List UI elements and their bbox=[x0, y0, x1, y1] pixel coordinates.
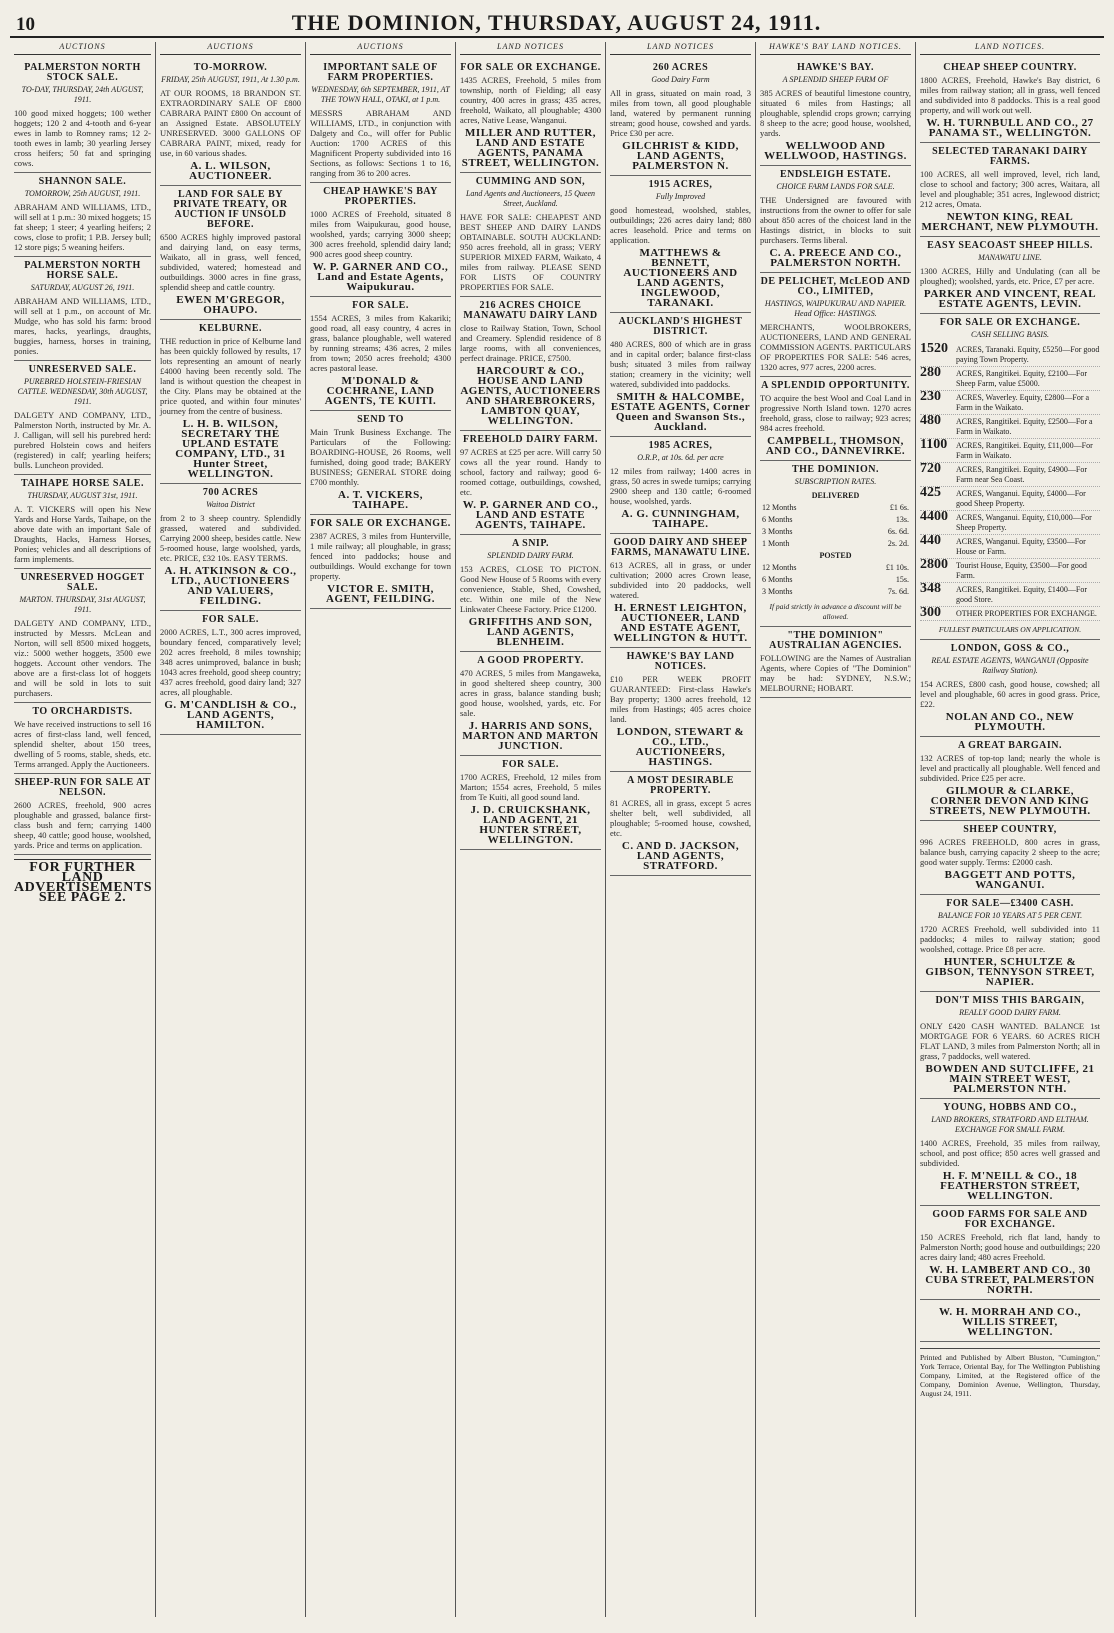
advertisement bbox=[310, 515, 451, 609]
ad-body: 613 ACRES, all in grass, or under cultivation; 2000 acres Crown lease, subdivided into 20 paddocks, well watered. bbox=[610, 560, 751, 600]
advertisement bbox=[14, 257, 151, 361]
table-row bbox=[760, 586, 911, 598]
advertisement bbox=[460, 173, 601, 297]
column-heading: AUCTIONS bbox=[14, 42, 151, 55]
rate-value: 7s. 6d. bbox=[887, 587, 909, 596]
ad-subtitle: REAL ESTATE AGENTS, WANGANUI (Opposite Railway Station). bbox=[931, 656, 1089, 675]
acreage-number: 2800 bbox=[920, 557, 948, 572]
advertisement bbox=[460, 652, 601, 756]
advertisement bbox=[610, 313, 751, 437]
advertisement bbox=[460, 297, 601, 431]
advertisement bbox=[920, 895, 1100, 992]
ad-title: KELBURNE. bbox=[198, 323, 263, 334]
ad-title: FOR SALE. bbox=[502, 759, 559, 770]
ad-title: DON'T MISS THIS BARGAIN, bbox=[935, 995, 1085, 1006]
ad-body: HAVE FOR SALE: CHEAPEST AND BEST SHEEP AND DAIRY LANDS OBTAINABLE. SOUTH AUCKLAND: 950 acres freehold, all in grass; VERY SUPERIOR MIXED FARM, Waikato, 4 miles from railway. PLEASE SEND FOR LISTS OF COUNTRY PROPERTIES FOR SALE. bbox=[460, 212, 601, 292]
ad-subtitle: SATURDAY, AUGUST 26, 1911. bbox=[30, 283, 135, 292]
listing-text: ACRES, Rangitikei. Equity, £11,000—For Farm in Waikato. bbox=[956, 441, 1093, 460]
ad-body: 154 ACRES, £800 cash, good house, cowshed; all level and ploughable, 60 acres in good grass. Price, £22. bbox=[920, 679, 1100, 709]
ad-title: 1985 ACRES, bbox=[648, 440, 713, 451]
ad-subtitle: SUBSCRIPTION RATES. bbox=[794, 477, 877, 486]
ad-advertiser: MILLER AND RUTTER, LAND AND ESTATE AGENTS, PANAMA STREET, WELLINGTON. bbox=[461, 127, 600, 169]
rate-label: 6 Months bbox=[762, 575, 793, 584]
ad-body: 1554 ACRES, 3 miles from Kakariki; good road, all easy country, 4 acres in grass, balance ploughable, well watered by running streams; 436 acres, 2 miles from town; 2050 acres freehold; 4300 acres pastoral lease. bbox=[310, 313, 451, 373]
ad-body: £10 PER WEEK PROFIT GUARANTEED: First-class Hawke's Bay property; 1300 acres freehold, 12 miles from Hastings; 405 acres choice land. bbox=[610, 674, 751, 724]
advertisement bbox=[920, 821, 1100, 895]
advertisement bbox=[610, 176, 751, 313]
ad-subtitle: SPLENDID DAIRY FARM. bbox=[487, 551, 574, 560]
ad-body: 1800 ACRES, Freehold, Hawke's Bay district, 6 miles from railway station; all in grass, well fenced and subdivided into 8 paddocks. This is a real good property, and will work out well. bbox=[920, 75, 1100, 115]
advertisement bbox=[920, 314, 1100, 640]
ad-subtitle: THURSDAY, AUGUST 31st, 1911. bbox=[27, 491, 138, 500]
ad-title: HAWKE'S BAY LAND NOTICES. bbox=[626, 651, 735, 672]
ad-advertiser: MATTHEWS & BENNETT, AUCTIONEERS AND LAND AGENTS, INGLEWOOD, TARANAKI. bbox=[623, 247, 738, 309]
ad-title: PALMERSTON NORTH HORSE SALE. bbox=[24, 260, 141, 281]
acreage-number: 300 bbox=[920, 605, 941, 620]
ad-body: DALGETY AND COMPANY, LTD., Palmerston North, instructed by Mr. A. J. Calligan, will sell his purebred herd: purebred Holstein cows and heifers (registered) in calf; yearling heifers; bulls. Luncheon provided. bbox=[14, 410, 151, 470]
ad-body: We have received instructions to sell 16 acres of first-class land, well fenced, splendid shelter, about 150 trees, dwelling of 5 rooms, stable, sheds, etc. Terms arranged. Apply the Auctioneers. bbox=[14, 719, 151, 769]
ad-title: CHEAP SHEEP COUNTRY. bbox=[943, 62, 1077, 73]
ad-title: ENDSLEIGH ESTATE. bbox=[780, 169, 891, 180]
ad-title: 260 ACRES bbox=[652, 62, 709, 73]
ad-body: 150 ACRES Freehold, rich flat land, handy to Palmerston North; good house and outbuildings; 220 acres dairy land; 480 acres Freehold. bbox=[920, 1232, 1100, 1262]
ad-advertiser: CAMPBELL, THOMSON, AND CO., DANNEVIRKE. bbox=[765, 435, 906, 457]
ad-body: 132 ACRES of top-top land; nearly the whole is level and practically all ploughable. Well fenced and subdivided. Price £25 per acre. bbox=[920, 753, 1100, 783]
ad-title: A SNIP. bbox=[511, 538, 550, 549]
advertisement bbox=[920, 1206, 1100, 1300]
acreage-number: 230 bbox=[920, 389, 941, 404]
ad-title: FOR SALE—£3400 CASH. bbox=[946, 898, 1074, 909]
page-reference-footer: FOR FURTHER LAND ADVERTISEMENTS SEE PAGE 2. bbox=[14, 860, 152, 905]
ad-advertiser: NOLAN AND CO., NEW PLYMOUTH. bbox=[945, 711, 1075, 733]
ad-title: 700 ACRES bbox=[202, 487, 259, 498]
ad-body: ABRAHAM AND WILLIAMS, LTD., will sell at 1 p.m., on account of Mr. Mudge, who has sold his farm: brood mares, hacks, yearlings, draughts, buggies, harness, horses in training, ponies. bbox=[14, 296, 151, 356]
column-heading: LAND NOTICES bbox=[610, 42, 751, 55]
ad-title: SEND TO bbox=[357, 414, 404, 425]
ad-body: 12 miles from railway; 1400 acres in grass, 50 acres in swede turnips; carrying 2900 sheep and 130 cattle; 6-roomed house, woolshed, yards. bbox=[610, 466, 751, 506]
advertisement bbox=[760, 461, 911, 627]
ad-title: FOR SALE. bbox=[352, 300, 409, 311]
ad-subtitle: WEDNESDAY, 6th SEPTEMBER, 1911, AT THE TOWN HALL, OTAKI, at 1 p.m. bbox=[311, 85, 450, 104]
ad-title: SELECTED TARANAKI DAIRY FARMS. bbox=[932, 146, 1088, 167]
advertisement bbox=[14, 703, 151, 774]
list-item bbox=[920, 415, 1100, 439]
ad-title: GOOD DAIRY AND SHEEP FARMS, MANAWATU LINE. bbox=[610, 537, 751, 558]
list-item bbox=[920, 535, 1100, 559]
ad-advertiser: VICTOR E. SMITH, AGENT, FEILDING. bbox=[326, 583, 435, 605]
publisher-imprint: Printed and Published by Albert Bluston, "Cumington," York Terrace, Oriental Bay, for The Wellington Publishing Company, Limited, at the Registered office of the Company, Dominion Avenue, Wellington, Thursday, August 24, 1911. bbox=[920, 1348, 1100, 1398]
ad-title: FOR SALE OR EXCHANGE. bbox=[939, 317, 1081, 328]
ad-advertiser: M'DONALD & COCHRANE, LAND AGENTS, TE KUITI. bbox=[324, 375, 437, 407]
list-item bbox=[920, 607, 1100, 621]
ad-body: 470 ACRES, 5 miles from Mangaweka, in good sheltered sheep country, 300 acres in grass, balance standing bush; good house, woolshed, yards, etc. For sale. bbox=[460, 668, 601, 718]
ad-subtitle: FRIDAY, 25th AUGUST, 1911, At 1.30 p.m. bbox=[161, 75, 300, 84]
ad-title: FOR SALE OR EXCHANGE. bbox=[460, 62, 601, 73]
masthead-title: THE DOMINION, THURSDAY, AUGUST 24, 1911. bbox=[291, 10, 822, 35]
list-item bbox=[920, 439, 1100, 463]
rate-value: £1 6s. bbox=[889, 503, 909, 512]
ad-advertiser: J. HARRIS AND SONS, MARTON AND MARTON JUNCTION. bbox=[462, 720, 599, 752]
list-item bbox=[920, 391, 1100, 415]
ad-advertiser: H. ERNEST LEIGHTON, AUCTIONEER, LAND AND ESTATE AGENT, WELLINGTON & HUTT. bbox=[613, 602, 748, 644]
ad-body: 480 ACRES, 800 of which are in grass and in capital order; balance first-class bush; situated 3 miles from railway station; creamery in the vicinity; well watered, subdivided into paddocks. bbox=[610, 339, 751, 389]
ad-body: MERCHANTS, WOOLBROKERS, AUCTIONEERS, LAND AND GENERAL COMMISSION AGENTS. PARTICULARS OF PROPERTIES FOR SALE: 546 acres, 1320 acres, 977 acres, 2200 acres. bbox=[760, 322, 911, 372]
ad-title: THE DOMINION. bbox=[791, 464, 880, 475]
acreage-number: 4400 bbox=[920, 509, 948, 524]
ad-title: A MOST DESIRABLE PROPERTY. bbox=[627, 775, 734, 796]
rate-value: 2s. 2d. bbox=[887, 539, 909, 548]
acreage-number: 280 bbox=[920, 365, 941, 380]
acreage-number: 425 bbox=[920, 485, 941, 500]
ad-subtitle: BALANCE FOR 10 YEARS AT 5 PER CENT. bbox=[937, 911, 1083, 920]
acreage-number: 1100 bbox=[920, 437, 948, 452]
ad-title: CUMMING AND SON, bbox=[475, 176, 586, 187]
table-row bbox=[760, 550, 911, 562]
ad-advertiser: SMITH & HALCOMBE, ESTATE AGENTS, Corner Queen and Swanson Sts., Auckland. bbox=[610, 391, 751, 433]
listing-text: Tourist House, Equity, £3500—For good Farm. bbox=[956, 561, 1087, 580]
column-5 bbox=[606, 42, 756, 1617]
column-4 bbox=[456, 42, 606, 1617]
rate-label: POSTED bbox=[819, 551, 852, 560]
ad-advertiser: LONDON, STEWART & CO., LTD., AUCTIONEERS, HASTINGS. bbox=[616, 726, 745, 768]
ad-title: A SPLENDID OPPORTUNITY. bbox=[761, 380, 910, 391]
ad-title: TAIHAPE HORSE SALE. bbox=[21, 478, 144, 489]
ad-subtitle: MARTON. THURSDAY, 31st AUGUST, 1911. bbox=[19, 595, 146, 614]
ad-advertiser: W. P. GARNER AND CO., LAND AND ESTATE AGENTS, TAIHAPE. bbox=[462, 499, 599, 531]
ad-advertiser: GILMOUR & CLARKE, CORNER DEVON AND KING STREETS, NEW PLYMOUTH. bbox=[929, 785, 1091, 817]
advertisement bbox=[460, 59, 601, 173]
ad-note: If paid strictly in advance a discount will be allowed. bbox=[769, 602, 902, 621]
columns-container bbox=[10, 38, 1104, 1623]
listing-text: ACRES, Waverley. Equity, £2800—For a Farm in the Waikato. bbox=[956, 393, 1090, 412]
column-6 bbox=[756, 42, 916, 1617]
advertisement bbox=[160, 320, 301, 484]
advertisement bbox=[310, 59, 451, 183]
ad-advertiser: J. D. CRUICKSHANK, LAND AGENT, 21 HUNTER STREET, WELLINGTON. bbox=[470, 804, 591, 846]
ad-title: SHANNON SALE. bbox=[38, 176, 127, 187]
ad-body: 2387 ACRES, 3 miles from Hunterville, 1 mile railway; all ploughable, in grass; fenced into paddocks; house and outbuildings. Would exchange for town property. bbox=[310, 531, 451, 581]
acreage-number: 480 bbox=[920, 413, 941, 428]
ad-body: 1400 ACRES, Freehold, 35 miles from railway, school, and post office; 850 acres well grassed and subdivided. bbox=[920, 1138, 1100, 1168]
rate-value: 13s. bbox=[895, 515, 909, 524]
listing-text: ACRES, Rangitikei. Equity, £1400—For good Store. bbox=[956, 585, 1088, 604]
ad-body: DALGETY AND COMPANY, LTD., instructed by Messrs. McLean and Norton, will sell 8500 mixed hoggets, viz.: 5000 wether hoggets, 3500 ewe hoggets. Account other vendors. The above are a first-class lot of hoggets and will be sold in lots to suit purchasers. bbox=[14, 618, 151, 698]
listing-text: ACRES, Wanganui. Equity, £3500—For House or Farm. bbox=[956, 537, 1086, 556]
list-item bbox=[920, 583, 1100, 607]
acreage-number: 1520 bbox=[920, 341, 948, 356]
advertisement bbox=[610, 772, 751, 876]
advertisement bbox=[160, 611, 301, 735]
ad-body: 1300 ACRES, Hilly and Undulating (can all be ploughed); woolshed, yards, etc. Price, £7 per acre. bbox=[920, 266, 1100, 286]
listing-text: ACRES, Wanganui. Equity, £4000—For good Sheep Property. bbox=[956, 489, 1086, 508]
list-item bbox=[920, 367, 1100, 391]
advertisement bbox=[920, 237, 1100, 314]
ad-advertiser: W. H. LAMBERT AND CO., 30 CUBA STREET, PALMERSTON NORTH. bbox=[925, 1264, 1095, 1296]
ad-advertiser: HUNTER, SCHULTZE & GIBSON, TENNYSON STREET, NAPIER. bbox=[925, 956, 1095, 988]
ad-subtitle: PUREBRED HOLSTEIN-FRIESIAN CATTLE. WEDNESDAY, 30th AUGUST, 1911. bbox=[17, 377, 148, 406]
ad-title: SHEEP-RUN FOR SALE AT NELSON. bbox=[14, 777, 151, 798]
ad-title: TO-MORROW. bbox=[193, 62, 268, 73]
page-number: 10 bbox=[16, 14, 35, 35]
ad-body: MESSRS ABRAHAM AND WILLIAMS, LTD., in conjunction with Dalgety and Co., will offer for Public Auction: 1700 ACRES of this Magnificent Property subdivided into 16 Sections, as follows: Sections 1 to 16, ranging from 36 to 200 acres. bbox=[310, 108, 451, 178]
ad-body: 2600 ACRES, freehold, 900 acres ploughable and grassed, balance first-class bush and fern; carrying 1400 sheep, 40 cattle; good house, woolshed, yards. Price and terms on application. bbox=[14, 800, 151, 850]
ad-advertiser: BAGGETT AND POTTS, WANGANUI. bbox=[944, 869, 1076, 891]
advertisement bbox=[610, 59, 751, 176]
column-7 bbox=[916, 42, 1104, 1617]
advertisement bbox=[920, 737, 1100, 821]
table-row bbox=[760, 502, 911, 514]
ad-body: A. T. VICKERS will open his New Yards and Horse Yards, Taihape, on the above date with an important Sale of Draughts, Hacks, Harness Horses, Ponies; vehicles and all descriptions of farm implements. bbox=[14, 504, 151, 564]
ad-subtitle: REALLY GOOD DAIRY FARM. bbox=[959, 1008, 1061, 1017]
ad-subtitle: Fully Improved bbox=[655, 192, 706, 201]
table-row bbox=[760, 526, 911, 538]
table-row bbox=[760, 538, 911, 550]
ad-advertiser: WELLWOOD AND WELLWOOD, HASTINGS. bbox=[764, 140, 907, 162]
ad-subtitle: Land Agents and Auctioneers, 15 Queen Street, Auckland. bbox=[465, 189, 596, 208]
ad-body: 996 ACRES FREEHOLD, 800 acres in grass, balance bush, carrying capacity 2 sheep to the acre; good water supply. Terms: £2000 cash. bbox=[920, 837, 1100, 867]
column-heading: HAWKE'S BAY LAND NOTICES. bbox=[760, 42, 911, 55]
ad-title: AUCKLAND'S HIGHEST DISTRICT. bbox=[618, 316, 743, 337]
advertisement bbox=[920, 143, 1100, 237]
ad-advertiser: A. L. WILSON, AUCTIONEER. bbox=[189, 160, 272, 182]
masthead bbox=[10, 6, 1104, 38]
advertisement bbox=[920, 1300, 1100, 1342]
advertisement bbox=[14, 59, 151, 173]
column-heading: LAND NOTICES. bbox=[920, 42, 1100, 55]
ad-advertiser: A. H. ATKINSON & CO., LTD., AUCTIONEERS AND VALUERS, FEILDING. bbox=[164, 565, 297, 607]
advertisement bbox=[310, 297, 451, 411]
table-row bbox=[760, 490, 911, 502]
list-item bbox=[920, 559, 1100, 583]
ad-subtitle: CHOICE FARM LANDS FOR SALE. bbox=[776, 182, 895, 191]
ad-body: THE reduction in price of Kelburne land has been quickly followed by results, 17 lots representing an amount of nearly £4000 having been recently sold. The land is without question the cheapest in the City. Plans may be obtained at the price quoted, and within four minutes' journey from the centre of business. bbox=[160, 336, 301, 416]
advertisement bbox=[14, 475, 151, 569]
ad-subtitle: Waitoa District bbox=[206, 500, 255, 509]
ad-body: 6500 ACRES highly improved pastoral and dairying land, on easy terms, Waikato, all in grass, well fenced, subdivided, watered; homestead and outbuildings. 3000 acres in fine grass, splendid sheep and cattle country. bbox=[160, 232, 301, 292]
column-3 bbox=[306, 42, 456, 1617]
advertisement bbox=[460, 756, 601, 850]
ad-body: 2000 ACRES, L.T., 300 acres improved, boundary fenced, comparatively level; 202 acres freehold, 8 miles township; 348 acres unimproved, balance in bush; 1043 acres freehold, good sheep country; 437 acres freehold, good dairy land; 327 acres, all ploughable. bbox=[160, 627, 301, 697]
ad-title: TO ORCHARDISTS. bbox=[32, 706, 133, 717]
rate-label: 1 Month bbox=[762, 539, 790, 548]
rate-value: £1 10s. bbox=[885, 563, 909, 572]
advertisement bbox=[920, 59, 1100, 143]
ad-subtitle: A SPLENDID SHEEP FARM OF bbox=[782, 75, 889, 84]
ad-advertiser: NEWTON KING, REAL MERCHANT, NEW PLYMOUTH. bbox=[921, 211, 1099, 233]
rate-value: 6s. 6d. bbox=[887, 527, 909, 536]
advertisement bbox=[160, 59, 301, 186]
ad-title: 1915 ACRES, bbox=[648, 179, 713, 190]
ad-title: EASY SEACOAST SHEEP HILLS. bbox=[927, 240, 1093, 251]
rate-label: 3 Months bbox=[762, 527, 793, 536]
acreage-number: 348 bbox=[920, 581, 941, 596]
ad-subtitle: HASTINGS, WAIPUKURAU AND NAPIER. Head Office: HASTINGS. bbox=[764, 299, 907, 318]
advertisement bbox=[610, 437, 751, 534]
advertisement bbox=[310, 183, 451, 297]
ad-title: "THE DOMINION" AUSTRALIAN AGENCIES. bbox=[769, 630, 902, 651]
advertisement bbox=[610, 534, 751, 648]
ad-body: 1700 ACRES, Freehold, 12 miles from Marton; 1554 acres, Freehold, 5 miles from Te Kuiti, all good sound land. bbox=[460, 772, 601, 802]
advertisement bbox=[760, 59, 911, 166]
ad-body: ONLY £420 CASH WANTED. BALANCE 1st MORTGAGE FOR 6 YEARS. 60 ACRES RICH FLAT LAND, 3 miles from Palmerston North; all in grass, 7 paddocks, well watered. bbox=[920, 1021, 1100, 1061]
listing-text: ACRES, Wanganui. Equity, £10,000—For Sheep Property. bbox=[956, 513, 1092, 532]
ad-body: FOLLOWING are the Names of Australian Agents, where Copies of "The Dominion" may be had: SYDNEY, N.S.W.; MELBOURNE; HOBART. bbox=[760, 653, 911, 693]
ad-subtitle: MANAWATU LINE. bbox=[978, 253, 1042, 262]
ad-title: HAWKE'S BAY. bbox=[797, 62, 874, 73]
ad-body: AT OUR ROOMS, 18 BRANDON ST. EXTRAORDINARY SALE OF £800 CABRARA PAINT £800 On account of an Assigned Estate. ABSOLUTELY UNRESERVED. 3000 GALLONS OF CABRARA PAINT, mixed, ready for use, in 60 various shades. bbox=[160, 88, 301, 158]
ad-body: 97 ACRES at £25 per acre. Will carry 50 cows all the year round. Handy to school, factory and railway; good 6-roomed cottage, outbuildings, cowshed, etc. bbox=[460, 447, 601, 497]
listing-text: ACRES, Rangitikei. Equity, £2100—For Sheep Farm, value £5000. bbox=[956, 369, 1088, 388]
advertisement bbox=[760, 166, 911, 273]
ad-advertiser: A. G. CUNNINGHAM, TAIHAPE. bbox=[621, 508, 740, 530]
ad-advertiser: H. F. M'NEILL & CO., 18 FEATHERSTON STREET, WELLINGTON. bbox=[940, 1170, 1080, 1202]
ad-subtitle: LAND BROKERS, STRATFORD AND ELTHAM. EXCHANGE FOR SMALL FARM. bbox=[931, 1115, 1089, 1134]
advertisement bbox=[14, 173, 151, 257]
list-item bbox=[920, 343, 1100, 367]
ad-title: UNRESERVED HOGGET SALE. bbox=[20, 572, 145, 593]
ad-title: A GOOD PROPERTY. bbox=[477, 655, 584, 666]
ad-body: All in grass, situated on main road, 3 miles from town, all good ploughable land, watered by permanent running stream; good house, cowshed and yards. Price £30 per acre. bbox=[610, 88, 751, 138]
ad-subtitle: Good Dairy Farm bbox=[651, 75, 710, 84]
advertisement bbox=[760, 273, 911, 377]
ad-advertiser: HARCOURT & CO., HOUSE AND LAND AGENTS, AUCTIONEERS AND SHAREBROKERS, LAMBTON QUAY, WELLINGTON. bbox=[460, 365, 601, 427]
ad-subtitle: O.R.P., at 10s. 6d. per acre bbox=[637, 453, 724, 462]
list-item bbox=[920, 511, 1100, 535]
ad-advertiser: GRIFFITHS AND SON, LAND AGENTS, BLENHEIM. bbox=[468, 616, 593, 648]
ad-body: good homestead, woolshed, stables, outbuildings; 226 acres dairy land; 880 acres leasehold. Price and terms on application. bbox=[610, 205, 751, 245]
listing-text: OTHER PROPERTIES FOR EXCHANGE. bbox=[956, 609, 1097, 618]
exchange-list bbox=[920, 343, 1100, 621]
advertisement bbox=[920, 1099, 1100, 1206]
rate-label: DELIVERED bbox=[811, 491, 860, 500]
ad-title: CHEAP HAWKE'S BAY PROPERTIES. bbox=[323, 186, 438, 207]
advertisement bbox=[14, 361, 151, 475]
ad-advertiser: PARKER AND VINCENT, REAL ESTATE AGENTS, LEVIN. bbox=[923, 288, 1097, 310]
ad-advertiser: GILCHRIST & KIDD, LAND AGENTS, PALMERSTON N. bbox=[622, 140, 739, 172]
ad-body: 81 ACRES, all in grass, except 5 acres shelter belt, well subdivided, all ploughable; 5-roomed house, cowshed, etc. bbox=[610, 798, 751, 838]
ad-title: 216 ACRES CHOICE MANAWATU DAIRY LAND bbox=[463, 300, 598, 321]
ad-advertiser: C. A. PREECE AND CO., PALMERSTON NORTH. bbox=[769, 247, 902, 269]
acreage-number: 720 bbox=[920, 461, 941, 476]
list-item bbox=[920, 463, 1100, 487]
ad-title: GOOD FARMS FOR SALE AND FOR EXCHANGE. bbox=[932, 1209, 1088, 1230]
ad-title: IMPORTANT SALE OF FARM PROPERTIES. bbox=[323, 62, 438, 83]
ad-title: SHEEP COUNTRY, bbox=[963, 824, 1057, 835]
ad-body: 100 ACRES, all well improved, level, rich land, close to school and factory; 300 acres, Waitara, all level and ploughable; 351 acres, Inglewood district; 212 acres, Omata. bbox=[920, 169, 1100, 209]
advertisement bbox=[760, 627, 911, 698]
acreage-number: 440 bbox=[920, 533, 941, 548]
ad-advertiser: G. M'CANDLISH & CO., LAND AGENTS, HAMILTON. bbox=[164, 699, 297, 731]
ad-body: from 2 to 3 sheep country. Splendidly grassed, watered and subdivided. Carrying 2000 sheep, besides cattle. New 5-roomed house, large woolshed, yards, etc. PRICE, £32 10s. EASY TERMS. bbox=[160, 513, 301, 563]
table-row bbox=[760, 574, 911, 586]
ad-body: Main Trunk Business Exchange. The Particulars of the Following: BOARDING-HOUSE, 26 Rooms, well furnished, doing good trade; BAKERY BUSINESS; GENERAL STORE doing £700 monthly. bbox=[310, 427, 451, 487]
ad-body: THE Undersigned are favoured with instructions from the owner to offer for sale about 850 acres of the choicest land in the Hastings district, in blocks to suit purchasers. Terms liberal. bbox=[760, 195, 911, 245]
advertisement bbox=[160, 484, 301, 611]
rate-label: 3 Months bbox=[762, 587, 793, 596]
rate-label: 12 Months bbox=[762, 503, 797, 512]
ad-body: 100 good mixed hoggets; 100 wether hoggets; 120 2 and 4-tooth and 6-year ewes in lamb to Romney rams; 12 2-tooth ewes in lamb; 30 yearling Jersey cross heifers; 50 fat and springing cows. bbox=[14, 108, 151, 168]
advertisement bbox=[160, 186, 301, 320]
ad-title: DE PELICHET, McLEOD AND CO., LIMITED, bbox=[760, 276, 911, 297]
ad-body: 1720 ACRES Freehold, well subdivided into 11 paddocks; 4 miles to railway station; good woolshed, cottage. Price £8 per acre. bbox=[920, 924, 1100, 954]
advertisement bbox=[460, 431, 601, 535]
ad-body: 1435 ACRES, Freehold, 5 miles from township, north of Fielding; all easy country, 400 acres in grass; 435 acres, freehold, Waikato, all ploughable; 4300 acres, Native Lease, Wanganui. bbox=[460, 75, 601, 125]
ad-body: ABRAHAM AND WILLIAMS, LTD., will sell at 1 p.m.: 30 mixed hoggets; 15 fat sheep; 1 steer; 4 yearling heifers; 2 cows, close to profit; 1 P.B. Jersey bull; 12 store pigs; 5 weaning heifers. bbox=[14, 202, 151, 252]
ad-body: close to Railway Station, Town, School and Creamery. Splendid residence of 8 large rooms, with all conveniences, perfect drainage. PRICE, £7500. bbox=[460, 323, 601, 363]
column-2 bbox=[156, 42, 306, 1617]
column-heading: AUCTIONS bbox=[310, 42, 451, 55]
listing-text: ACRES, Taranaki. Equity, £5250—For good paying Town Property. bbox=[956, 345, 1100, 364]
ad-body: 153 ACRES, CLOSE TO PICTON. Good New House of 5 Rooms with every convenience, Stable, Shed, Cowshed, etc. Within one mile of the New Linkwater Cheese Factory. Price £1200. bbox=[460, 564, 601, 614]
advertisement bbox=[14, 774, 151, 855]
column-1 bbox=[10, 42, 156, 1617]
advertisement bbox=[920, 640, 1100, 737]
ad-subtitle: TO-DAY, THURSDAY, 24th AUGUST, 1911. bbox=[21, 85, 144, 104]
ad-advertiser: BOWDEN AND SUTCLIFFE, 21 MAIN STREET WEST, PALMERSTON NTH. bbox=[925, 1063, 1095, 1095]
advertisement bbox=[14, 569, 151, 703]
list-item bbox=[920, 487, 1100, 511]
ad-title: UNRESERVED SALE. bbox=[28, 364, 137, 375]
advertisement bbox=[610, 648, 751, 772]
subscription-rates-table bbox=[760, 490, 911, 598]
advertisement bbox=[760, 377, 911, 461]
ad-advertiser: A. T. VICKERS, TAIHAPE. bbox=[338, 489, 423, 511]
rate-label: 12 Months bbox=[762, 563, 797, 572]
ad-advertiser: L. H. B. WILSON, SECRETARY THE UPLAND ESTATE COMPANY, LTD., 31 Hunter Street, WELLINGTON. bbox=[175, 418, 286, 480]
ad-title: FOR SALE OR EXCHANGE. bbox=[310, 518, 451, 529]
ad-title: A GREAT BARGAIN. bbox=[957, 740, 1063, 751]
ad-body: 385 ACRES of beautiful limestone country, situated 6 miles from Hastings; all ploughable, splendid crops grown; carrying 8 sheep to the acre; good house, woolshed, yards. bbox=[760, 88, 911, 138]
ad-subtitle: TOMORROW, 25th AUGUST, 1911. bbox=[24, 189, 141, 198]
listing-text: ACRES, Rangitikei. Equity, £4900—For Farm near Sea Coast. bbox=[956, 465, 1088, 484]
column-heading: AUCTIONS bbox=[160, 42, 301, 55]
ad-title: LONDON, GOSS & CO., bbox=[950, 643, 1070, 654]
ad-title: FOR SALE. bbox=[202, 614, 259, 625]
table-row bbox=[760, 562, 911, 574]
listing-text: ACRES, Rangitikei. Equity, £2500—For a Farm in Waikato. bbox=[956, 417, 1093, 436]
ad-advertiser: W. H. TURNBULL AND CO., 27 PANAMA ST., WELLINGTON. bbox=[926, 117, 1094, 139]
ad-body: TO acquire the best Wool and Coal Land in progressive North Island town. 1270 acres freehold, grass, close to railway; 923 acres; 984 acres freehold. bbox=[760, 393, 911, 433]
advertisement bbox=[460, 535, 601, 652]
rate-value: 15s. bbox=[895, 575, 909, 584]
column-heading: LAND NOTICES bbox=[460, 42, 601, 55]
ad-note: FULLEST PARTICULARS ON APPLICATION. bbox=[938, 625, 1082, 634]
advertisement bbox=[920, 992, 1100, 1099]
ad-title: YOUNG, HOBBS AND CO., bbox=[943, 1102, 1077, 1113]
ad-title: PALMERSTON NORTH STOCK SALE. bbox=[24, 62, 141, 83]
ad-subtitle: CASH SELLING BASIS. bbox=[971, 330, 1049, 339]
ad-advertiser: EWEN M'GREGOR, OHAUPO. bbox=[176, 294, 285, 316]
ad-body: 1000 ACRES of Freehold, situated 8 miles from Waipukurau, good house, woolshed, yards; carrying 3000 sheep; 300 acres freehold, splendid dairy land; 900 acres good sheep country. bbox=[310, 209, 451, 259]
ad-title: LAND FOR SALE BY PRIVATE TREATY, OR AUCTION IF UNSOLD BEFORE. bbox=[173, 189, 288, 230]
table-row bbox=[760, 514, 911, 526]
ad-advertiser: W. P. GARNER AND CO., Land and Estate Agents, Waipukurau. bbox=[312, 261, 449, 293]
rate-label: 6 Months bbox=[762, 515, 793, 524]
ad-advertiser: W. H. MORRAH AND CO., WILLIS STREET, WELLINGTON. bbox=[938, 1306, 1082, 1338]
advertisement bbox=[310, 411, 451, 515]
ad-advertiser: C. AND D. JACKSON, LAND AGENTS, STRATFORD. bbox=[621, 840, 740, 872]
ad-title: FREEHOLD DAIRY FARM. bbox=[463, 434, 598, 445]
